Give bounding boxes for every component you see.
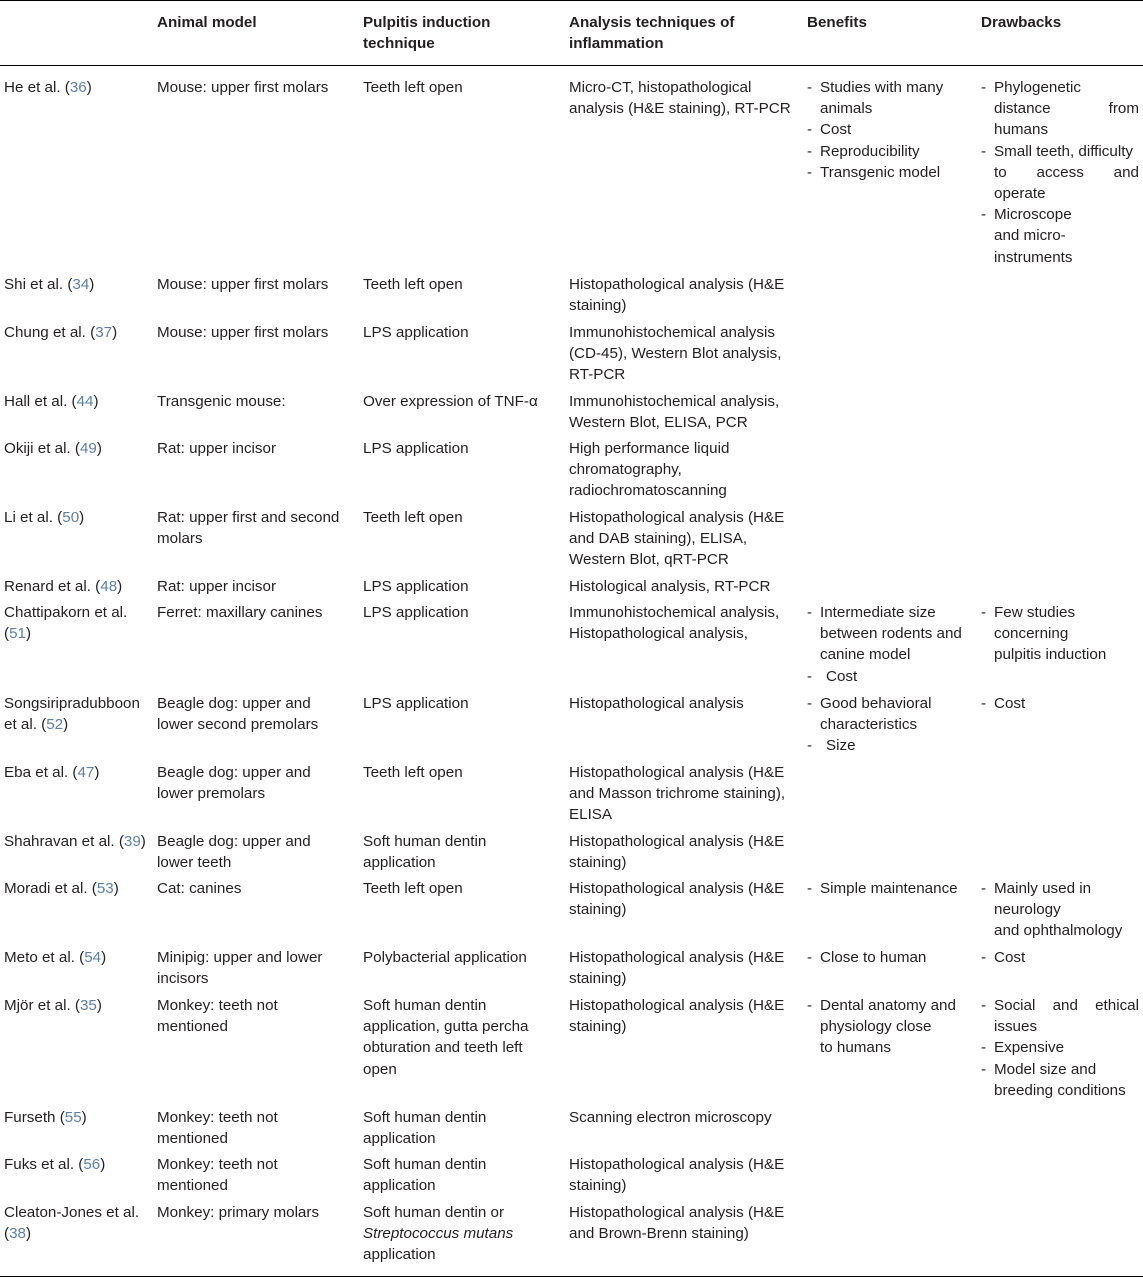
animal-model-cell: Cat: canines — [157, 880, 242, 897]
drawbacks-list — [981, 693, 1025, 714]
benefit-item-continued: between rodents and — [820, 625, 962, 643]
analysis-cell: Histopathological analysis (H&E staining) — [569, 833, 785, 872]
reference-link[interactable]: 49 — [79, 440, 97, 457]
reference-link[interactable]: 50 — [62, 509, 80, 526]
drawbacks-list — [981, 77, 1139, 268]
reference-link[interactable]: 34 — [72, 276, 90, 293]
analysis-cell: Histopathological analysis (H&E staining) — [569, 1156, 785, 1195]
reference-link[interactable]: 48 — [100, 578, 118, 595]
induction-cell: Teeth left open — [363, 764, 463, 781]
study-cell: Eba et al. (47) — [4, 764, 100, 781]
analysis-cell: High performance liquid chromatography, radiochromatoscanning — [569, 440, 730, 500]
induction-cell: LPS application — [363, 604, 469, 621]
study-cell: Meto et al. (54) — [4, 949, 107, 966]
benefit-item: - Good behavioral — [807, 693, 931, 714]
drawback-item: - Mainly used in — [981, 878, 1122, 899]
analysis-cell: Immunohistochemical analysis (CD-45), Western Blot analysis, RT-PCR — [569, 324, 782, 384]
drawback-item-continued: to access and — [994, 163, 1139, 181]
study-cell: He et al. (36) — [4, 79, 92, 96]
table-top-rule — [0, 0, 1143, 1]
drawback-item-continued: operate — [994, 185, 1046, 203]
animal-model-cell: Rat: upper first and second molars — [157, 509, 340, 548]
drawback-item: - Small teeth, difficulty — [981, 141, 1139, 162]
animal-model-cell: Ferret: maxillary canines — [157, 604, 323, 621]
induction-cell: Polybacterial application — [363, 949, 527, 966]
benefits-list — [807, 878, 958, 899]
induction-cell: Soft human dentin application — [363, 833, 487, 872]
reference-link[interactable]: 51 — [9, 625, 26, 643]
analysis-cell: Immunohistochemical analysis, Histopathological analysis, — [569, 604, 780, 643]
induction-cell: Over expression of TNF-α — [363, 393, 538, 410]
animal-model-cell: Mouse: upper first molars — [157, 79, 329, 96]
drawback-item: - Social and ethical — [981, 995, 1139, 1016]
header-analysis-techniques: Analysis techniques of inflammation — [569, 14, 735, 53]
study-cell: Songsiripradubboon et al. (52) — [4, 695, 140, 734]
induction-cell: LPS application — [363, 695, 469, 712]
benefit-item: - Cost — [807, 119, 943, 140]
analysis-cell: Scanning electron microscopy — [569, 1109, 772, 1126]
drawback-item-continued: neurology — [994, 901, 1061, 919]
reference-link[interactable]: 53 — [96, 880, 114, 897]
benefit-item-continued: characteristics — [820, 716, 918, 734]
study-cell: Cleaton-Jones et al. (38) — [4, 1204, 140, 1243]
animal-model-cell: Monkey: teeth not mentioned — [157, 1109, 278, 1148]
benefit-item: - Transgenic model — [807, 162, 943, 183]
reference-link[interactable]: 52 — [46, 716, 64, 734]
study-cell: Chung et al. (37) — [4, 324, 118, 341]
reference-link[interactable]: 44 — [76, 393, 94, 410]
drawbacks-list — [981, 995, 1139, 1101]
animal-model-cell: Rat: upper incisor — [157, 440, 277, 457]
animal-model-cell: Beagle dog: upper and lower second premolars — [157, 695, 319, 734]
benefit-item-continued: physiology close — [820, 1018, 932, 1036]
drawback-item: - Model size and — [981, 1059, 1139, 1080]
benefits-list — [807, 947, 926, 968]
reference-link[interactable]: 38 — [9, 1225, 26, 1243]
induction-cell: LPS application — [363, 324, 469, 341]
induction-cell: Soft human dentin or Streptococcus mutans application — [363, 1204, 514, 1264]
drawback-item-continued: concerning — [994, 625, 1069, 643]
induction-cell: Soft human dentin application — [363, 1109, 487, 1148]
benefit-item: - Intermediate size — [807, 602, 962, 623]
drawbacks-list — [981, 947, 1025, 968]
header-drawbacks: Drawbacks — [981, 14, 1062, 31]
animal-model-cell: Mouse: upper first molars — [157, 324, 329, 341]
analysis-cell: Micro-CT, histopathological analysis (H&E staining), RT-PCR — [569, 79, 791, 118]
reference-link[interactable]: 54 — [84, 949, 102, 966]
study-cell: Fuks et al. (56) — [4, 1156, 106, 1173]
reference-link[interactable]: 47 — [77, 764, 95, 781]
benefits-list — [807, 77, 943, 183]
analysis-cell: Histopathological analysis (H&E staining) — [569, 880, 785, 919]
study-cell: Chattipakorn et al. (51) — [4, 604, 128, 643]
analysis-cell: Immunohistochemical analysis, Western Blot, ELISA, PCR — [569, 393, 780, 432]
drawback-item-continued: breeding conditions — [994, 1081, 1126, 1099]
animal-model-cell: Rat: upper incisor — [157, 578, 277, 595]
reference-link[interactable]: 55 — [64, 1109, 82, 1126]
induction-cell: Teeth left open — [363, 880, 463, 897]
benefit-item: - Size — [807, 735, 931, 756]
drawback-item-continued: distance from — [994, 100, 1139, 118]
induction-cell: Soft human dentin application — [363, 1156, 487, 1195]
drawback-item: - Phylogenetic — [981, 77, 1139, 98]
study-cell: Furseth (55) — [4, 1109, 87, 1126]
drawback-item: - Few studies — [981, 602, 1106, 623]
study-cell: Renard et al. (48) — [4, 578, 123, 595]
animal-model-cell: Minipig: upper and lower incisors — [157, 949, 323, 988]
induction-cell: Teeth left open — [363, 276, 463, 293]
table-header-rule — [0, 65, 1143, 66]
reference-link[interactable]: 56 — [83, 1156, 101, 1173]
drawback-item-continued: humans — [994, 121, 1049, 139]
drawbacks-list — [981, 602, 1106, 666]
drawback-item-continued: pulpitis induction — [994, 646, 1107, 664]
induction-cell: Teeth left open — [363, 509, 463, 526]
benefit-item: - Dental anatomy and — [807, 995, 956, 1016]
benefits-list — [807, 602, 962, 687]
reference-link[interactable]: 35 — [79, 997, 97, 1014]
header-animal-model: Animal model — [157, 14, 257, 31]
benefits-list — [807, 693, 931, 757]
benefit-item-continued: animals — [820, 100, 873, 118]
drawback-item-continued: instruments — [994, 248, 1073, 266]
drawback-item-continued: and ophthalmology — [994, 922, 1123, 940]
drawback-item: - Microscope — [981, 204, 1139, 225]
analysis-cell: Histopathological analysis (H&E staining) — [569, 949, 785, 988]
analysis-cell: Histological analysis, RT-PCR — [569, 578, 771, 595]
reference-link[interactable]: 36 — [69, 79, 87, 96]
study-cell: Hall et al. (44) — [4, 393, 99, 410]
header-induction-technique: Pulpitis induction technique — [363, 14, 491, 53]
table-bottom-rule — [0, 1276, 1143, 1277]
animal-model-cell: Monkey: teeth not mentioned — [157, 997, 278, 1036]
animal-model-cell: Beagle dog: upper and lower premolars — [157, 764, 311, 803]
drawback-item-continued: and micro- — [994, 227, 1066, 245]
analysis-cell: Histopathological analysis (H&E and DAB staining), ELISA, Western Blot, qRT-PCR — [569, 509, 785, 569]
benefit-item-continued: to humans — [820, 1039, 891, 1057]
header-benefits: Benefits — [807, 14, 867, 31]
study-cell: Li et al. (50) — [4, 509, 85, 526]
drawbacks-list — [981, 878, 1122, 942]
induction-cell: LPS application — [363, 578, 469, 595]
study-cell: Okiji et al. (49) — [4, 440, 102, 457]
benefit-item: - Cost — [807, 666, 962, 687]
benefit-item: - Reproducibility — [807, 141, 943, 162]
reference-link[interactable]: 37 — [95, 324, 113, 341]
induction-cell: Soft human dentin application, gutta percha obturation and teeth left open — [363, 997, 529, 1078]
analysis-cell: Histopathological analysis (H&E staining) — [569, 276, 785, 315]
study-cell: Moradi et al. (53) — [4, 880, 119, 897]
analysis-cell: Histopathological analysis (H&E staining) — [569, 997, 785, 1036]
benefit-item: - Simple maintenance — [807, 878, 958, 899]
benefit-item-continued: canine model — [820, 646, 911, 664]
analysis-cell: Histopathological analysis (H&E and Brown-Brenn staining) — [569, 1204, 785, 1243]
drawback-item: - Cost — [981, 693, 1025, 714]
drawback-item: - Expensive — [981, 1037, 1139, 1058]
benefit-item: - Close to human — [807, 947, 926, 968]
induction-cell: Teeth left open — [363, 79, 463, 96]
animal-model-cell: Monkey: primary molars — [157, 1204, 320, 1221]
analysis-cell: Histopathological analysis (H&E and Masson trichrome staining), ELISA — [569, 764, 786, 824]
animal-model-cell: Beagle dog: upper and lower teeth — [157, 833, 311, 872]
drawback-item-continued: issues — [994, 1018, 1038, 1036]
animal-model-cell: Transgenic mouse: — [157, 393, 286, 410]
benefit-item: - Studies with many — [807, 77, 943, 98]
reference-link[interactable]: 39 — [123, 833, 141, 850]
induction-cell: LPS application — [363, 440, 469, 457]
analysis-cell: Histopathological analysis — [569, 695, 744, 712]
drawback-item: - Cost — [981, 947, 1025, 968]
animal-model-cell: Mouse: upper first molars — [157, 276, 329, 293]
study-cell: Shi et al. (34) — [4, 276, 95, 293]
benefits-list — [807, 995, 956, 1059]
study-cell: Shahravan et al. (39) — [4, 833, 146, 850]
study-cell: Mjör et al. (35) — [4, 997, 102, 1014]
animal-model-cell: Monkey: teeth not mentioned — [157, 1156, 278, 1195]
